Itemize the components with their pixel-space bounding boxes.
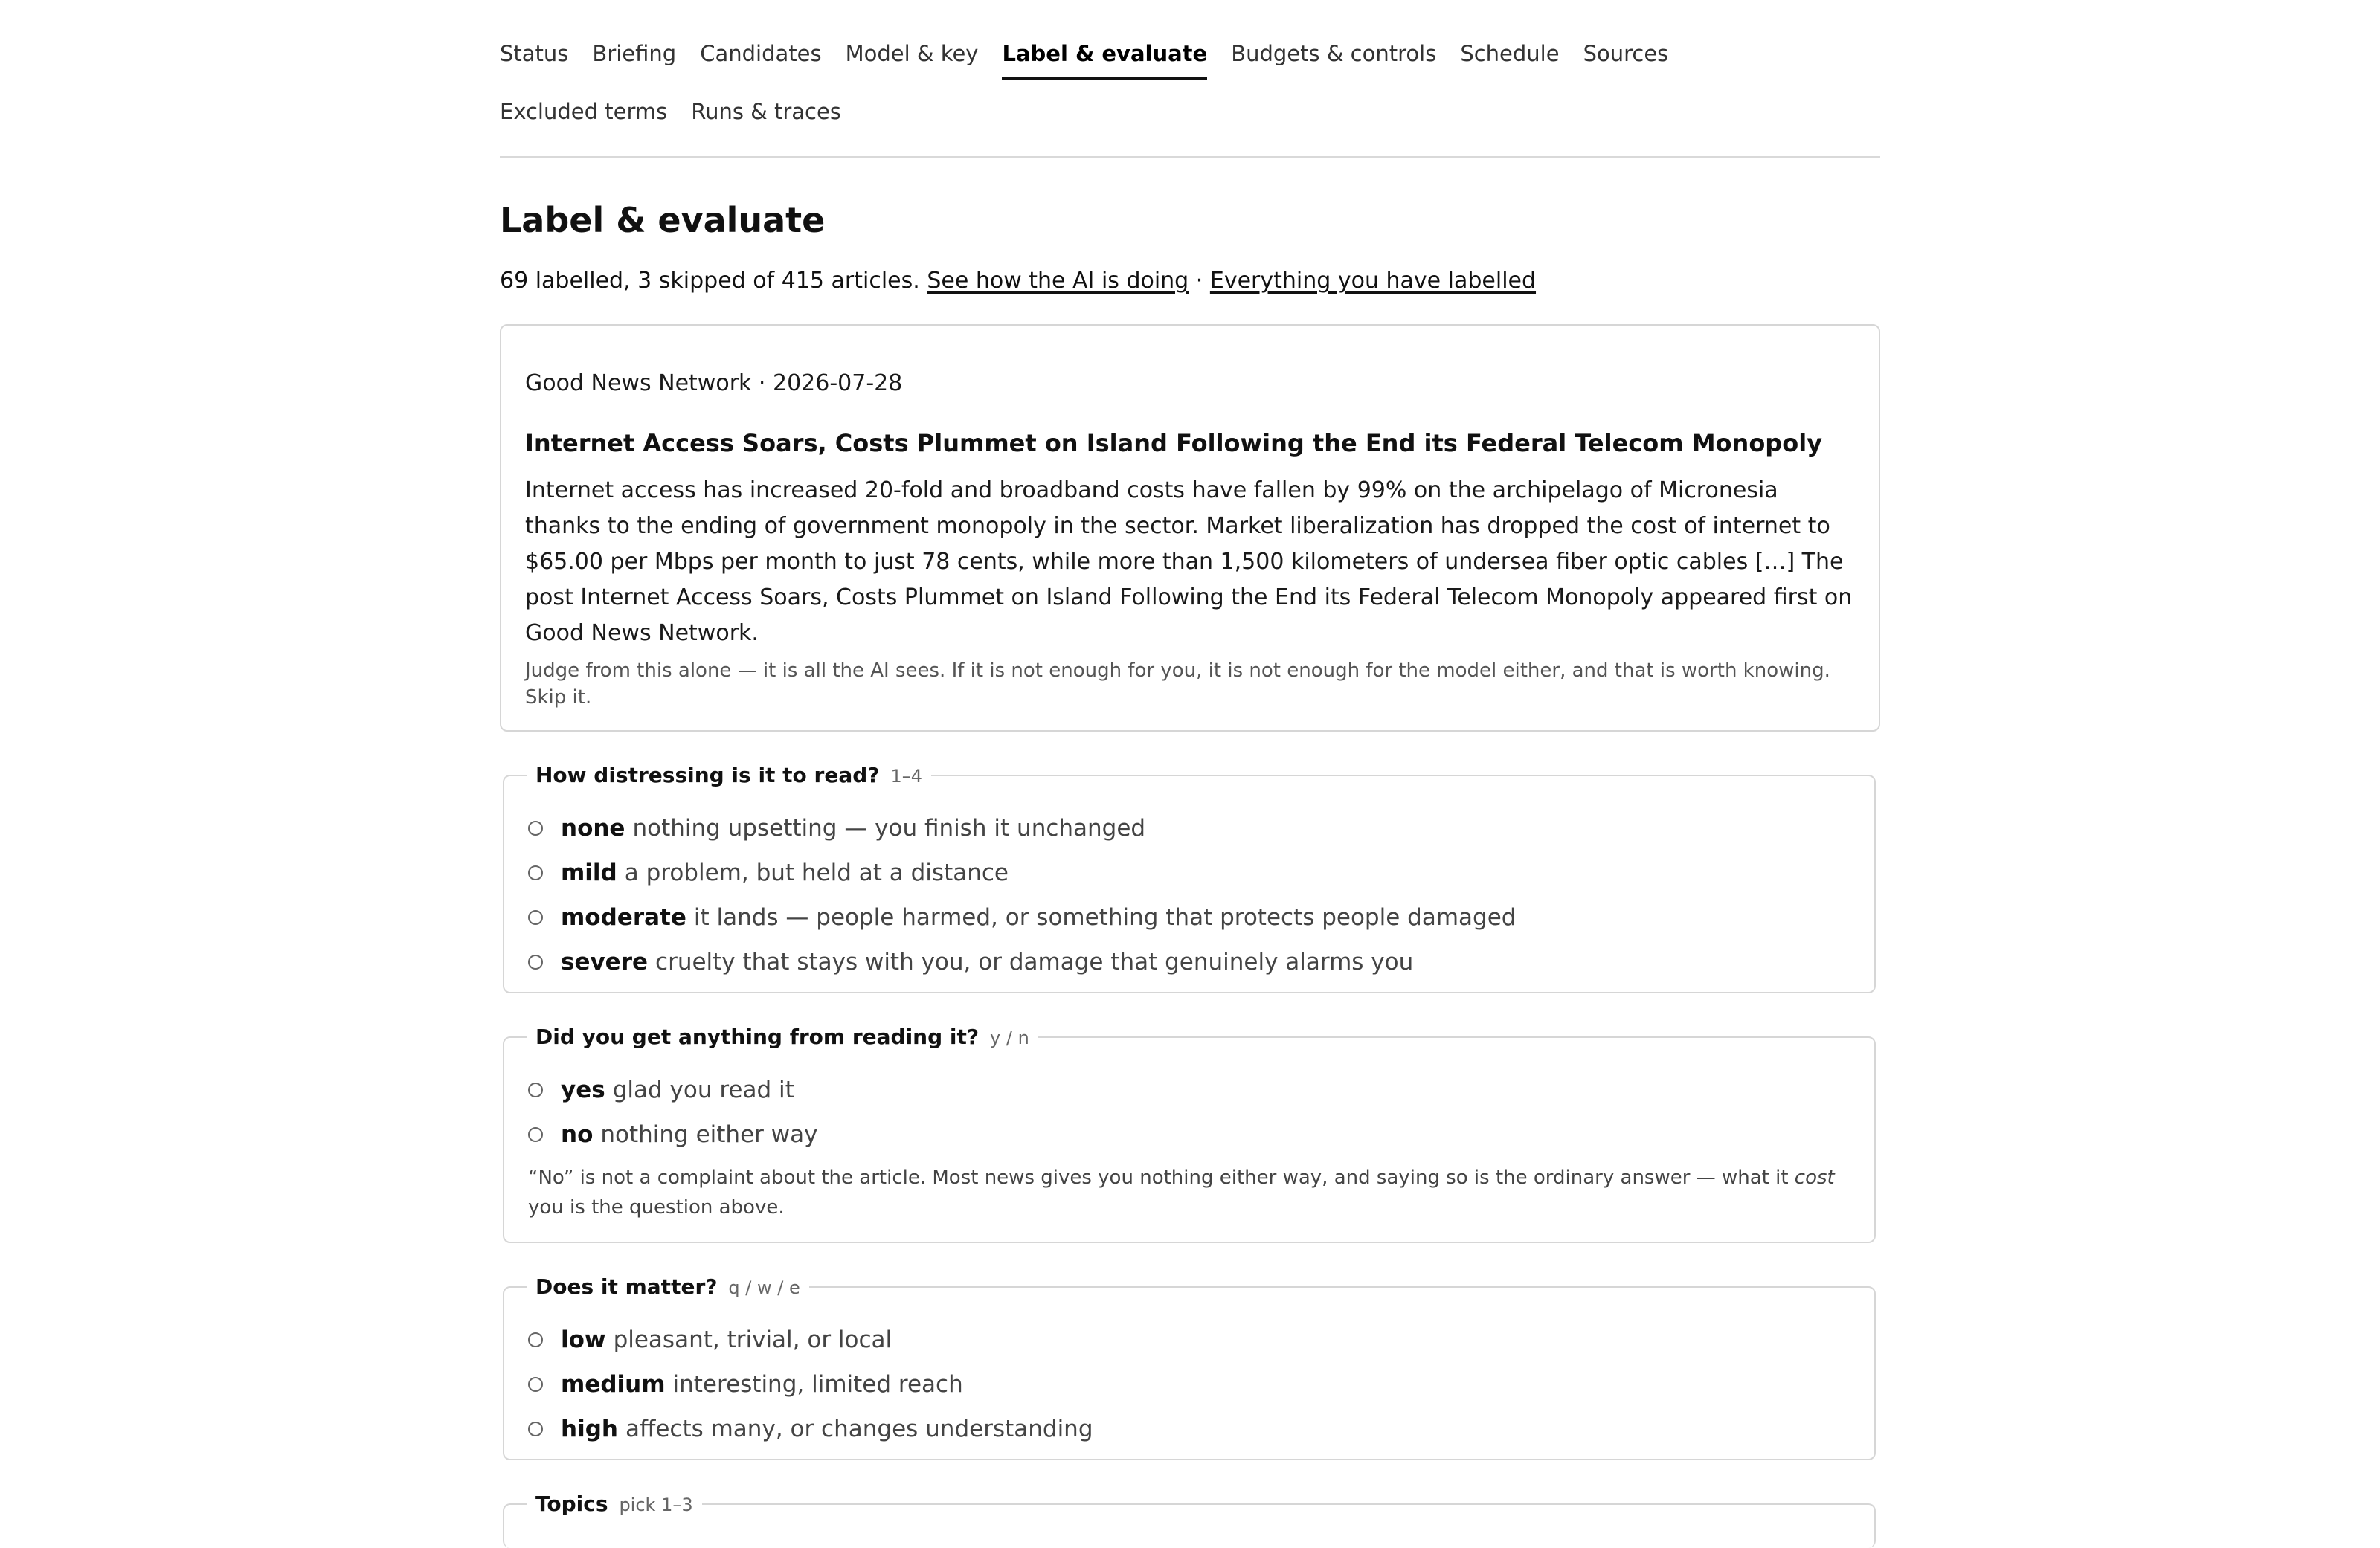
radio-button[interactable] [528, 1422, 543, 1436]
option-description: it lands — people harmed, or something that protects people damaged [693, 904, 1517, 931]
value-question: Did you get anything from reading it? [536, 1025, 980, 1049]
label-progress-summary [500, 266, 1880, 296]
tab-bar [500, 0, 1880, 158]
importance-question: Does it matter? [536, 1274, 718, 1299]
importance-shortcut-keys: q / w / e [728, 1277, 800, 1298]
tab-excluded-terms[interactable]: Excluded terms [500, 99, 668, 124]
option-description: nothing upsetting — you finish it unchanged [632, 815, 1146, 842]
value-legend [527, 1025, 1038, 1051]
option-description: glad you read it [612, 1077, 794, 1103]
option-name: severe [561, 949, 649, 975]
tab-candidates[interactable]: Candidates [700, 41, 822, 66]
option-name: mild [561, 860, 617, 886]
note-text-end: you is the question above. [528, 1196, 785, 1219]
tab-runs-traces[interactable]: Runs & traces [691, 99, 841, 124]
distress-legend [527, 763, 931, 789]
option-name: medium [561, 1371, 666, 1398]
tab-briefing[interactable]: Briefing [592, 41, 677, 66]
value-shortcut-keys: y / n [990, 1028, 1029, 1048]
value-option-no[interactable] [528, 1112, 1850, 1157]
radio-button[interactable] [528, 910, 543, 925]
importance-option-medium[interactable] [528, 1362, 1850, 1407]
option-description: interesting, limited reach [672, 1371, 963, 1398]
judging-hint: Judge from this alone — it is all the AI sees. If it is not enough for you, it is not enough for the model either, and that is worth knowing. Skip it. [525, 659, 1830, 709]
all-labelled-link[interactable]: Everything you have labelled [1209, 268, 1537, 294]
topics-question-group [503, 1491, 1876, 1548]
tab-sources[interactable]: Sources [1583, 41, 1669, 66]
topics-question: Topics [536, 1491, 608, 1516]
distress-option-none[interactable] [528, 806, 1850, 851]
article-summary: Internet access has increased 20-fold and broadband costs have fallen by 99% on the archipelago of Micronesia thanks to the ending of government monopoly in the sector. Market liberalization has dropped the cost of internet to $65.00 per Mbps per month to just 78 cents, while more than 1,500 kilometers of undersea fiber optic cables […] The post Internet Access Soars, Costs Plummet on Island Following the End its Federal Telecom Monopoly appeared first on Good News Network. [525, 477, 1853, 646]
tab-budgets-controls[interactable]: Budgets & controls [1231, 41, 1437, 66]
link-separator: · [1195, 268, 1203, 294]
distress-shortcut-keys: 1–4 [890, 766, 922, 787]
label-evaluate-page [500, 0, 1880, 1548]
option-name: low [561, 1326, 606, 1353]
distress-question: How distressing is it to read? [536, 763, 880, 787]
radio-button[interactable] [528, 1127, 543, 1142]
radio-button[interactable] [528, 821, 543, 836]
option-description: pleasant, trivial, or local [613, 1326, 892, 1353]
distress-option-severe[interactable] [528, 940, 1850, 984]
option-name: none [561, 815, 625, 842]
radio-button[interactable] [528, 865, 543, 880]
article-headline: Internet Access Soars, Costs Plummet on Island Following the End its Federal Telecom Monopoly [525, 429, 1823, 457]
option-description: cruelty that stays with you, or damage that genuinely alarms you [655, 949, 1414, 975]
radio-button[interactable] [528, 1083, 543, 1097]
importance-legend [527, 1274, 809, 1300]
tab-label-evaluate[interactable]: Label & evaluate [1002, 37, 1207, 80]
topics-pick-hint: pick 1–3 [619, 1494, 693, 1515]
option-name: yes [561, 1077, 605, 1103]
radio-button[interactable] [528, 1332, 543, 1347]
option-name: no [561, 1121, 594, 1148]
ai-performance-link[interactable]: See how the AI is doing [927, 268, 1189, 294]
distress-option-mild[interactable] [528, 851, 1850, 895]
note-emphasis: cost [1794, 1167, 1835, 1189]
progress-text: 69 labelled, 3 skipped of 415 articles. [500, 268, 920, 294]
importance-option-high[interactable] [528, 1407, 1850, 1451]
tab-model-key[interactable]: Model & key [845, 41, 979, 66]
option-description: affects many, or changes understanding [625, 1416, 1093, 1442]
tab-schedule[interactable]: Schedule [1460, 41, 1560, 66]
article-card [500, 324, 1880, 732]
option-name: moderate [561, 904, 686, 931]
tab-status[interactable]: Status [500, 41, 569, 66]
value-option-yes[interactable] [528, 1068, 1850, 1112]
value-explanation-note [528, 1163, 1850, 1222]
note-text-start: “No” is not a complaint about the article. Most news gives you nothing either way, and saying so is the ordinary answer — what it [528, 1167, 1795, 1189]
option-description: a problem, but held at a distance [624, 860, 1009, 886]
importance-question-group [503, 1274, 1876, 1460]
article-source-date: Good News Network · 2026-07-28 [525, 370, 903, 396]
option-description: nothing either way [600, 1121, 818, 1148]
distress-question-group [503, 763, 1876, 993]
topics-legend [527, 1491, 702, 1518]
value-question-group [503, 1025, 1876, 1243]
option-name: high [561, 1416, 618, 1442]
importance-option-low[interactable] [528, 1318, 1850, 1362]
radio-button[interactable] [528, 955, 543, 970]
radio-button[interactable] [528, 1377, 543, 1392]
distress-option-moderate[interactable] [528, 895, 1850, 940]
page-title: Label & evaluate [500, 200, 826, 240]
